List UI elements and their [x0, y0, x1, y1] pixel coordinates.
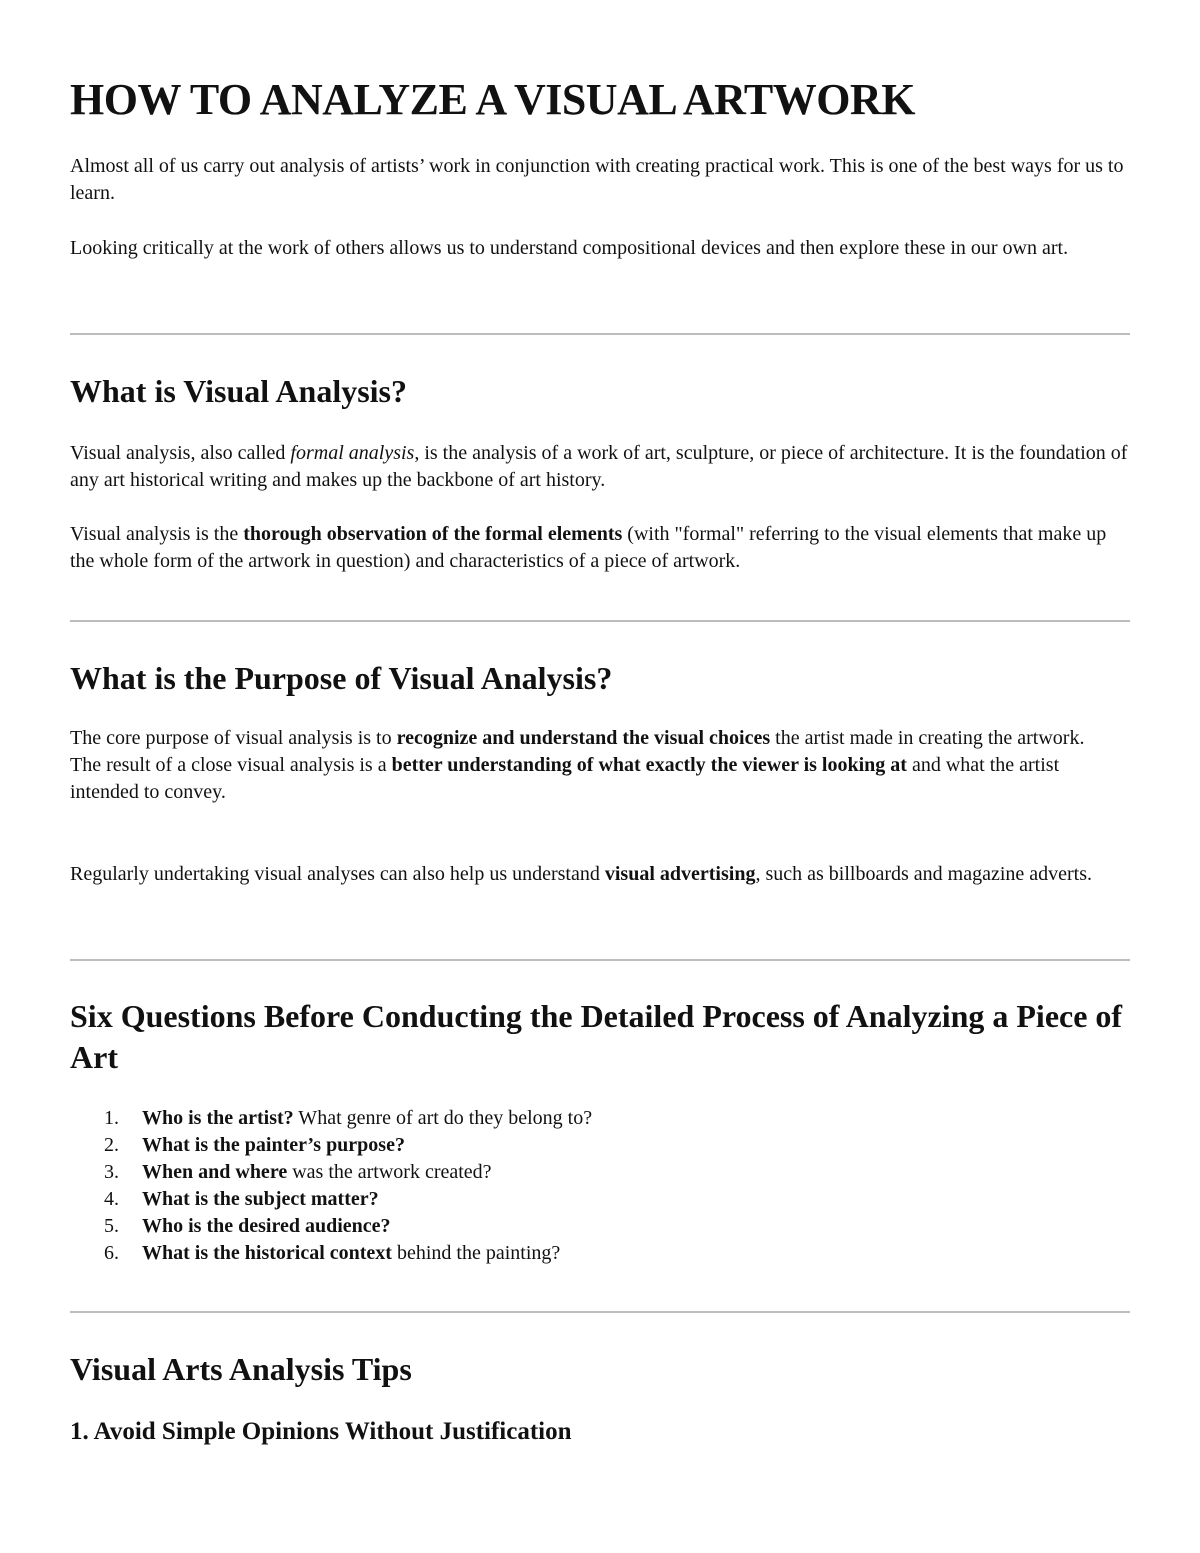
- strong-visual-advertising: visual advertising: [604, 863, 756, 885]
- section-heading-purpose: What is the Purpose of Visual Analysis?: [70, 660, 613, 696]
- section-heading-visual-analysis: What is Visual Analysis?: [70, 373, 407, 409]
- list-item: 4. What is the subject matter?: [104, 1188, 379, 1210]
- list-item: 3. When and where was the artwork created?: [104, 1161, 492, 1183]
- intro-paragraph-1: Almost all of us carry out analysis of artists’ work in conjunction with creating practical work. This is one of the best ways for us to learn.: [70, 155, 1124, 204]
- section-divider: [70, 620, 1130, 622]
- six-questions-list: [70, 1105, 592, 1267]
- strong-visual-choices: recognize and understand the visual choices: [396, 727, 771, 749]
- section-heading-tips: Visual Arts Analysis Tips: [70, 1351, 412, 1387]
- strong-formal-elements: thorough observation of the formal elements: [243, 523, 623, 545]
- strong-better-understanding: better understanding of what exactly the viewer is looking at: [391, 754, 907, 776]
- list-item: 5. Who is the desired audience?: [104, 1215, 391, 1237]
- list-item: 1. Who is the artist? What genre of art do they belong to?: [104, 1107, 593, 1129]
- section-divider: [70, 1311, 1130, 1313]
- list-item: 2. What is the painter’s purpose?: [104, 1134, 405, 1156]
- purpose-paragraph-1: The core purpose of visual analysis is to recognize and understand the visual choices the artist made in creating the artwork. The result of a close visual analysis is a better understanding of what exactly the viewer is looking at and what the artist intended to convey.: [70, 727, 1085, 803]
- page-title: HOW TO ANALYZE A VISUAL ARTWORK: [70, 75, 915, 124]
- tip-heading-1: 1. Avoid Simple Opinions Without Justification: [70, 1418, 572, 1445]
- visual-analysis-paragraph-2: Visual analysis is the thorough observation of the formal elements (with "formal" referring to the visual elements that make up the whole form of the artwork in question) and characteristics of a piece of artwork.: [70, 523, 1107, 572]
- purpose-paragraph-2: Regularly undertaking visual analyses can also help us understand visual advertising, such as billboards and magazine adverts.: [70, 863, 1093, 885]
- section-heading-six-questions: Six Questions Before Conducting the Detailed Process of Analyzing a Piece of Art: [70, 998, 1123, 1075]
- section-divider: [70, 333, 1130, 335]
- visual-analysis-paragraph-1: Visual analysis, also called formal analysis, is the analysis of a work of art, sculpture, or piece of architecture. It is the foundation of any art historical writing and makes up the backbone of art history.: [70, 442, 1128, 491]
- emphasis-formal-analysis: formal analysis: [290, 442, 415, 464]
- list-item: 6. What is the historical context behind the painting?: [104, 1242, 561, 1264]
- intro-paragraph-2: Looking critically at the work of others allows us to understand compositional devices and then explore these in our own art.: [70, 237, 1069, 259]
- section-divider: [70, 959, 1130, 961]
